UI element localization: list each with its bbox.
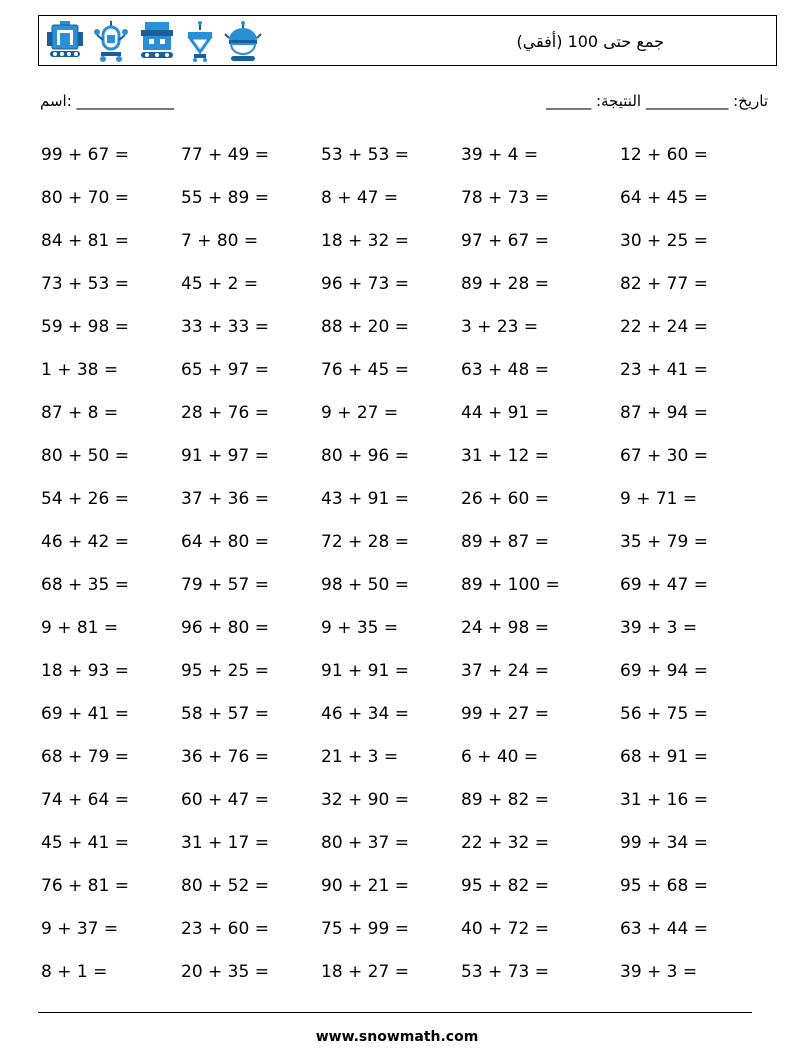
- problem-cell: 75 + 99 =: [321, 918, 409, 939]
- problem-cell: 80 + 70 =: [41, 187, 129, 208]
- problem-cell: 46 + 42 =: [41, 531, 129, 552]
- problem-row: [41, 348, 761, 391]
- problem-row: [41, 133, 761, 176]
- problem-cell: 69 + 94 =: [620, 660, 708, 681]
- problem-cell: 58 + 57 =: [181, 703, 269, 724]
- problem-cell: 63 + 44 =: [620, 918, 708, 939]
- problem-row: [41, 477, 761, 520]
- date-score-fields: ______ :تاريخ: ___________ النتيجة: [546, 92, 768, 110]
- problem-row: [41, 735, 761, 778]
- problem-cell: 9 + 35 =: [321, 617, 399, 638]
- problem-row: [41, 520, 761, 563]
- problem-row: [41, 649, 761, 692]
- problem-row: [41, 563, 761, 606]
- problem-cell: 54 + 26 =: [41, 488, 129, 509]
- problem-cell: 36 + 76 =: [181, 746, 269, 767]
- problem-cell: 65 + 97 =: [181, 359, 269, 380]
- problem-cell: 74 + 64 =: [41, 789, 129, 810]
- problem-cell: 68 + 35 =: [41, 574, 129, 595]
- problem-cell: 69 + 41 =: [41, 703, 129, 724]
- problem-cell: 59 + 98 =: [41, 316, 129, 337]
- problem-cell: 98 + 50 =: [321, 574, 409, 595]
- problem-cell: 80 + 96 =: [321, 445, 409, 466]
- problem-cell: 18 + 93 =: [41, 660, 129, 681]
- problem-cell: 35 + 79 =: [620, 531, 708, 552]
- problem-cell: 3 + 23 =: [461, 316, 539, 337]
- robot-icons: [45, 16, 263, 67]
- robot-icon-3: [137, 20, 177, 64]
- problem-cell: 64 + 45 =: [620, 187, 708, 208]
- problem-cell: 67 + 30 =: [620, 445, 708, 466]
- problem-cell: 68 + 79 =: [41, 746, 129, 767]
- problem-cell: 89 + 82 =: [461, 789, 549, 810]
- problem-cell: 37 + 24 =: [461, 660, 549, 681]
- problem-cell: 88 + 20 =: [321, 316, 409, 337]
- problem-cell: 55 + 89 =: [181, 187, 269, 208]
- problem-row: [41, 864, 761, 907]
- problem-cell: 91 + 91 =: [321, 660, 409, 681]
- problem-cell: 80 + 50 =: [41, 445, 129, 466]
- robot-icon-2: [93, 20, 129, 64]
- problem-cell: 97 + 67 =: [461, 230, 549, 251]
- problem-cell: 21 + 3 =: [321, 746, 399, 767]
- problem-cell: 73 + 53 =: [41, 273, 129, 294]
- problem-row: [41, 950, 761, 993]
- problem-row: [41, 176, 761, 219]
- problem-cell: 18 + 27 =: [321, 961, 409, 982]
- problem-cell: 95 + 82 =: [461, 875, 549, 896]
- problem-cell: 78 + 73 =: [461, 187, 549, 208]
- problem-cell: 39 + 4 =: [461, 144, 539, 165]
- problem-cell: 80 + 52 =: [181, 875, 269, 896]
- problem-cell: 60 + 47 =: [181, 789, 269, 810]
- problem-cell: 46 + 34 =: [321, 703, 409, 724]
- problem-cell: 90 + 21 =: [321, 875, 409, 896]
- problem-cell: 32 + 90 =: [321, 789, 409, 810]
- problem-cell: 39 + 3 =: [620, 961, 698, 982]
- problem-cell: 72 + 28 =: [321, 531, 409, 552]
- footer-url: www.snowmath.com: [315, 1029, 479, 1045]
- problem-cell: 87 + 94 =: [620, 402, 708, 423]
- problem-row: [41, 907, 761, 950]
- problem-cell: 24 + 98 =: [461, 617, 549, 638]
- problem-cell: 26 + 60 =: [461, 488, 549, 509]
- problem-cell: 23 + 41 =: [620, 359, 708, 380]
- problem-cell: 89 + 100 =: [461, 574, 560, 595]
- problem-cell: 69 + 47 =: [620, 574, 708, 595]
- robot-icon-4: [185, 20, 215, 64]
- problem-cell: 76 + 45 =: [321, 359, 409, 380]
- problem-cell: 31 + 12 =: [461, 445, 549, 466]
- problem-cell: 44 + 91 =: [461, 402, 549, 423]
- problem-cell: 8 + 1 =: [41, 961, 108, 982]
- problem-cell: 23 + 60 =: [181, 918, 269, 939]
- problem-cell: 12 + 60 =: [620, 144, 708, 165]
- problem-row: [41, 219, 761, 262]
- problem-cell: 22 + 32 =: [461, 832, 549, 853]
- problem-cell: 91 + 97 =: [181, 445, 269, 466]
- problem-row: [41, 434, 761, 477]
- problem-row: [41, 821, 761, 864]
- problem-row: [41, 778, 761, 821]
- problem-row: [41, 305, 761, 348]
- problem-cell: 37 + 36 =: [181, 488, 269, 509]
- problem-cell: 30 + 25 =: [620, 230, 708, 251]
- problem-cell: 80 + 37 =: [321, 832, 409, 853]
- problem-cell: 68 + 91 =: [620, 746, 708, 767]
- problem-row: [41, 606, 761, 649]
- problem-cell: 89 + 87 =: [461, 531, 549, 552]
- problem-cell: 18 + 32 =: [321, 230, 409, 251]
- worksheet-title: جمع حتى 100 (أفقي): [516, 32, 664, 51]
- problem-cell: 39 + 3 =: [620, 617, 698, 638]
- problem-cell: 9 + 81 =: [41, 617, 119, 638]
- problem-cell: 89 + 28 =: [461, 273, 549, 294]
- problem-cell: 84 + 81 =: [41, 230, 129, 251]
- problem-cell: 8 + 47 =: [321, 187, 399, 208]
- problem-cell: 43 + 91 =: [321, 488, 409, 509]
- problem-cell: 63 + 48 =: [461, 359, 549, 380]
- problem-cell: 9 + 71 =: [620, 488, 698, 509]
- problem-cell: 64 + 80 =: [181, 531, 269, 552]
- problem-grid: [41, 133, 761, 993]
- problem-row: [41, 692, 761, 735]
- name-field: اسم: _____________: [40, 92, 175, 110]
- problem-cell: 40 + 72 =: [461, 918, 549, 939]
- problem-cell: 56 + 75 =: [620, 703, 708, 724]
- problem-cell: 99 + 34 =: [620, 832, 708, 853]
- problem-row: [41, 391, 761, 434]
- problem-cell: 22 + 24 =: [620, 316, 708, 337]
- footer-divider: [38, 1012, 752, 1013]
- problem-cell: 45 + 41 =: [41, 832, 129, 853]
- robot-icon-1: [45, 20, 85, 64]
- problem-cell: 53 + 73 =: [461, 961, 549, 982]
- problem-cell: 76 + 81 =: [41, 875, 129, 896]
- problem-cell: 96 + 80 =: [181, 617, 269, 638]
- problem-cell: 95 + 25 =: [181, 660, 269, 681]
- problem-cell: 31 + 16 =: [620, 789, 708, 810]
- problem-cell: 82 + 77 =: [620, 273, 708, 294]
- problem-cell: 53 + 53 =: [321, 144, 409, 165]
- problem-cell: 9 + 37 =: [41, 918, 119, 939]
- problem-cell: 99 + 27 =: [461, 703, 549, 724]
- problem-cell: 31 + 17 =: [181, 832, 269, 853]
- problem-row: [41, 262, 761, 305]
- problem-cell: 20 + 35 =: [181, 961, 269, 982]
- problem-cell: 7 + 80 =: [181, 230, 259, 251]
- problem-cell: 77 + 49 =: [181, 144, 269, 165]
- problem-cell: 87 + 8 =: [41, 402, 119, 423]
- problem-cell: 6 + 40 =: [461, 746, 539, 767]
- problem-cell: 79 + 57 =: [181, 574, 269, 595]
- problem-cell: 9 + 27 =: [321, 402, 399, 423]
- problem-cell: 96 + 73 =: [321, 273, 409, 294]
- problem-cell: 28 + 76 =: [181, 402, 269, 423]
- problem-cell: 1 + 38 =: [41, 359, 119, 380]
- problem-cell: 33 + 33 =: [181, 316, 269, 337]
- worksheet-header: [38, 15, 777, 66]
- problem-cell: 45 + 2 =: [181, 273, 259, 294]
- problem-cell: 99 + 67 =: [41, 144, 129, 165]
- robot-icon-5: [223, 20, 263, 64]
- problem-cell: 95 + 68 =: [620, 875, 708, 896]
